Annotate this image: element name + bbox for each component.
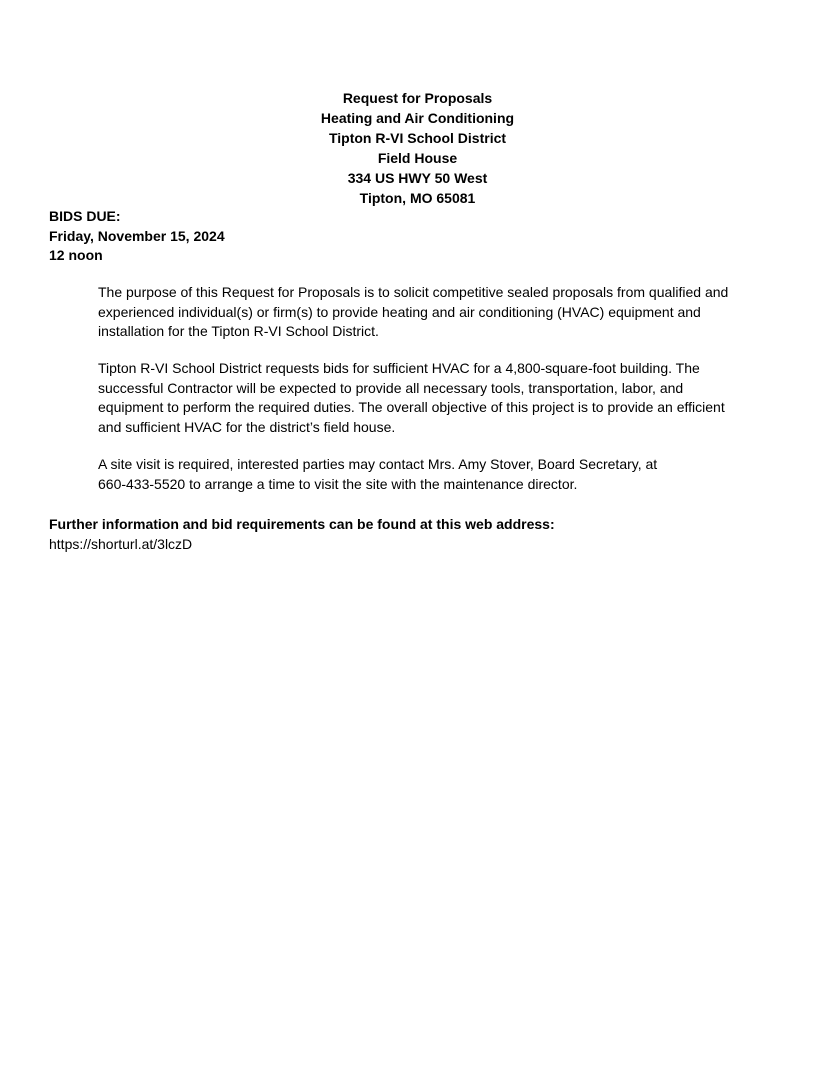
further-info-block (49, 514, 555, 554)
document-header (0, 88, 835, 208)
further-info-heading: Further information and bid requirements can be found at this web address: (49, 516, 555, 532)
header-district: Tipton R-VI School District (328, 130, 507, 146)
bids-due-date: Friday, November 15, 2024 (49, 227, 225, 244)
bids-due-time: 12 noon (49, 247, 103, 263)
paragraph-line: and sufficient HVAC for the district’s field house. (98, 418, 396, 435)
paragraph-line: 660-433-5520 to arrange a time to visit the site with the maintenance director. (98, 475, 578, 492)
header-title: Request for Proposals (342, 90, 493, 106)
header-subject: Heating and Air Conditioning (320, 110, 515, 126)
paragraph-line: equipment to perform the required duties. The overall objective of this project is to provide an efficient (98, 399, 725, 415)
header-address-city: Tipton, MO 65081 (359, 190, 476, 206)
purpose-paragraph (98, 283, 788, 342)
scope-paragraph (98, 359, 788, 437)
paragraph-line: successful Contractor will be expected to provide all necessary tools, transportation, labor, and (98, 379, 684, 396)
paragraph-line: A site visit is required, interested parties may contact Mrs. Amy Stover, Board Secretary, at (98, 456, 658, 472)
paragraph-line: Tipton R-VI School District requests bids for sufficient HVAC for a 4,800-square-foot building. The (98, 360, 700, 376)
site-visit-paragraph (98, 455, 788, 494)
header-facility: Field House (377, 150, 458, 166)
paragraph-line: experienced individual(s) or firm(s) to provide heating and air conditioning (HVAC) equipment and (98, 303, 701, 320)
header-address-street: 334 US HWY 50 West (347, 170, 488, 186)
paragraph-line: The purpose of this Request for Proposals is to solicit competitive sealed proposals from qualified and (98, 284, 729, 300)
further-info-url[interactable]: https://shorturl.at/3lczD (49, 536, 193, 552)
bids-due-label: BIDS DUE: (49, 208, 121, 224)
bids-due-block (49, 207, 225, 266)
paragraph-line: installation for the Tipton R-VI School District. (98, 323, 379, 339)
